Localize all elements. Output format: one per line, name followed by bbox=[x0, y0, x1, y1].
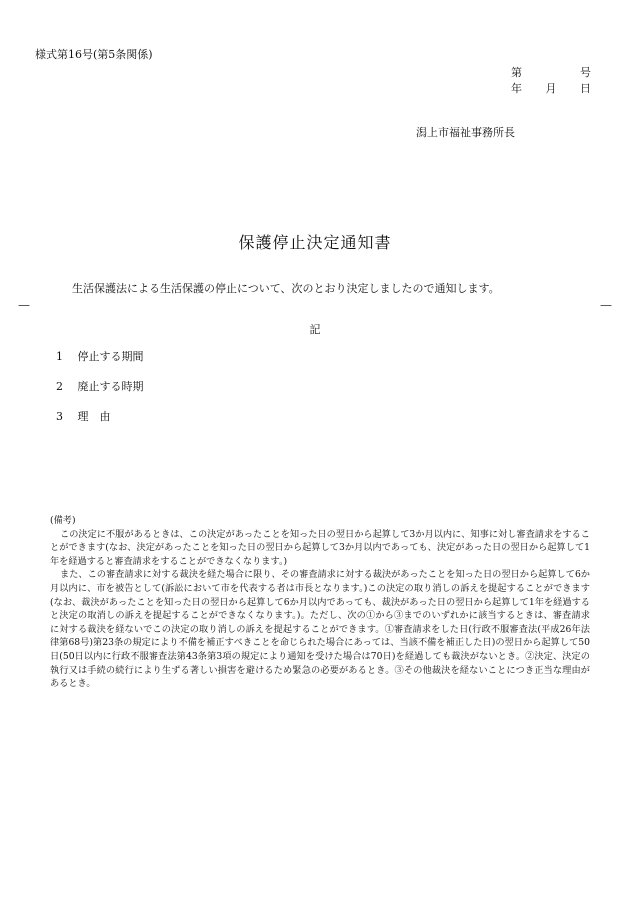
notes-section bbox=[50, 514, 590, 691]
fold-mark-left: — bbox=[18, 298, 30, 312]
number-suffix: 号 bbox=[580, 66, 591, 79]
item-discontinuation-time bbox=[56, 378, 144, 394]
date-month: 月 bbox=[545, 82, 557, 95]
item-number: 3 bbox=[56, 410, 63, 423]
document-date-line bbox=[511, 80, 591, 96]
notes-paragraph: また、この審査請求に対する裁決を経た場合に限り、その審査請求に対する裁決があったことを知った日の翌日から起算して6か月以内に、市を被告として(訴訟において市を代表する者は市長となります。)この決定の取り消しの訴えを提起することができます(なお、裁決があったことを知った日の翌日から起算して6か月以内であっても、裁決があった日の翌日から起算して1年を経過すると決定の取消しの訴えを提起することができなくなります。)。ただし、次の①から③までのいずれかに該当するときは、審査請求に対する裁決を経ないでこの決定の取り消しの訴えを提起することができます。①審査請求をした日(行政不服審査法(平成26年法律第68号)第23条の規定により不備を補正すべきことを命じられた場合にあっては、当該不備を補正した日)の翌日から起算して50日(50日以内に行政不服審査法第43条第3項の規定により通知を受けた場合は70日)を経過しても裁決がないとき。②決定、決定の執行又は手続の続行により生ずる著しい損害を避けるため緊急の必要があるとき。③その他裁決を経ないことにつき正当な理由があるとき。 bbox=[50, 569, 590, 690]
item-reason bbox=[56, 408, 111, 424]
item-label: 廃止する時期 bbox=[77, 380, 144, 393]
fold-mark-right: — bbox=[600, 298, 612, 312]
form-number: 様式第16号(第5条関係) bbox=[35, 48, 153, 61]
item-number: 2 bbox=[56, 380, 63, 393]
item-label: 停止する期間 bbox=[77, 350, 144, 363]
intro-text: 生活保護法による生活保護の停止について、次のとおり決定しましたので通知します。 bbox=[72, 282, 500, 295]
ki-heading: 記 bbox=[309, 323, 321, 336]
item-suspension-period bbox=[56, 348, 144, 364]
document-title: 保護停止決定通知書 bbox=[238, 233, 392, 252]
notes-title: (備考) bbox=[50, 515, 76, 526]
item-label: 理 由 bbox=[77, 410, 111, 423]
date-day: 日 bbox=[580, 82, 591, 95]
number-prefix: 第 bbox=[511, 66, 522, 79]
item-number: 1 bbox=[56, 350, 63, 363]
date-year: 年 bbox=[511, 82, 522, 95]
issuer: 潟上市福祉事務所長 bbox=[416, 126, 515, 139]
notes-paragraph: この決定に不服があるときは、この決定があったことを知った日の翌日から起算して3か月以内に、知事に対し審査請求をすることができます(なお、決定があったことを知った日の翌日から起算して3か月以内であっても、決定があった日の翌日から起算して1年を経過すると審査請求をすることができなくなります。) bbox=[50, 528, 590, 567]
document-number-line bbox=[511, 64, 591, 80]
